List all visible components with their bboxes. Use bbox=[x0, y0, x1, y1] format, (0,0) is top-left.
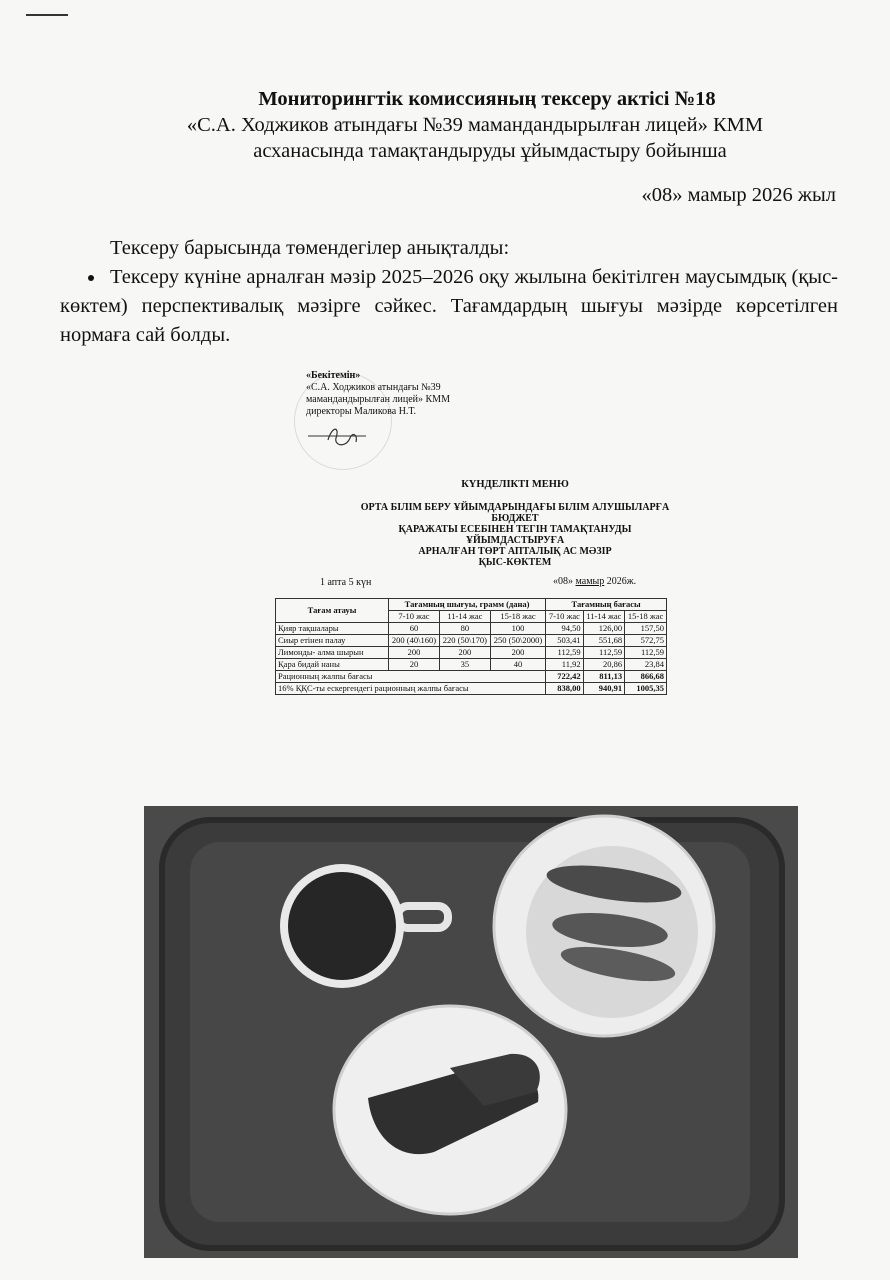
intro-paragraph: Тексеру барысында төмендегілер анықталды: bbox=[110, 237, 510, 259]
act-title bbox=[0, 86, 890, 164]
title-line-1: Мониторингтік комиссияның тексеру актісі №18 bbox=[258, 88, 716, 110]
age-header: 7-10 жас bbox=[546, 611, 583, 623]
cost-cell: 11,92 bbox=[546, 659, 583, 671]
dish-name: Қияр тақшалары bbox=[276, 623, 389, 635]
title-line-3: асханасында тамақтандыруды ұйымдастыру бойынша bbox=[253, 140, 727, 162]
signature-mark bbox=[306, 416, 376, 456]
dish-name: Қара бидай наны bbox=[276, 659, 389, 671]
cost-cell: 503,41 bbox=[546, 635, 583, 647]
menu-date-day: «08» bbox=[553, 576, 573, 587]
cost-cell: 551,68 bbox=[583, 635, 625, 647]
grams-cell: 60 bbox=[389, 623, 440, 635]
approval-line-3: директоры Маликова Н.Т. bbox=[306, 406, 417, 417]
bullet-text: Тексеру күніне арналған мәзір 2025–2026 оқу жылына бекітілген маусымдық (қыс-көктем) перспективалық мәзірге сәйкес. Тағамдардың шығуы мәзірде көрсетілген нормаға сай болды. bbox=[60, 266, 838, 346]
bullet-paragraph bbox=[60, 263, 838, 350]
menu-title: КҮНДЕЛІКТІ МЕНЮ bbox=[461, 479, 569, 490]
age-header: 7-10 жас bbox=[389, 611, 440, 623]
grams-cell: 20 bbox=[389, 659, 440, 671]
body-text bbox=[60, 234, 838, 350]
menu-subtitle-line-1: ОРТА БІЛІМ БЕРУ ҰЙЫМДАРЫНДАҒЫ БІЛІМ АЛУШЫЛАРҒА БЮДЖЕТ bbox=[360, 502, 670, 524]
rice-plate-icon bbox=[494, 816, 714, 1036]
cost-cell: 157,50 bbox=[625, 623, 667, 635]
grams-cell: 80 bbox=[439, 623, 490, 635]
dish-name: Лимонды- алма шырын bbox=[276, 647, 389, 659]
total-label: Рационның жалпы бағасы bbox=[276, 671, 546, 683]
approval-line-1: «С.А. Ходжиков атындағы №39 bbox=[306, 382, 441, 393]
age-header: 11-14 жас bbox=[439, 611, 490, 623]
vat-total-cell: 1005,35 bbox=[625, 683, 667, 695]
col-dish-name: Тағам атауы bbox=[276, 599, 389, 623]
menu-subtitle bbox=[360, 502, 670, 568]
col-cost: Тағамның бағасы bbox=[546, 599, 667, 611]
cost-cell: 23,84 bbox=[625, 659, 667, 671]
total-row bbox=[276, 671, 667, 683]
menu-date-year: 2026ж. bbox=[606, 576, 637, 587]
menu-subtitle-line-4: ҚЫС-КӨКТЕМ bbox=[478, 557, 552, 568]
grams-cell: 200 (40\160) bbox=[389, 635, 440, 647]
col-output: Тағамның шығуы, грамм (дана) bbox=[389, 599, 546, 611]
menu-date-month: мамыр bbox=[575, 576, 605, 587]
cost-cell: 20,86 bbox=[583, 659, 625, 671]
table-row bbox=[276, 659, 667, 671]
dish-name: Сиыр етінен палау bbox=[276, 635, 389, 647]
table-row bbox=[276, 623, 667, 635]
vat-total-label: 16% ҚҚС-ты ескергендегі рационның жалпы бағасы bbox=[276, 683, 546, 695]
meal-photo bbox=[144, 806, 798, 1258]
total-cell: 811,13 bbox=[583, 671, 625, 683]
menu-table bbox=[275, 598, 667, 695]
approval-block bbox=[306, 370, 450, 418]
menu-subtitle-line-2: ҚАРАЖАТЫ ЕСЕБІНЕН ТЕГІН ТАМАҚТАНУДЫ ҰЙЫМДАСТЫРУҒА bbox=[398, 524, 632, 546]
bread-plate-icon bbox=[334, 1006, 566, 1214]
act-date: «08» мамыр 2026 жыл bbox=[641, 184, 836, 206]
grams-cell: 200 bbox=[389, 647, 440, 659]
grams-cell: 220 (50\170) bbox=[439, 635, 490, 647]
title-line-2: «С.А. Ходжиков атындағы №39 мамандандырылған лицей» КММ bbox=[186, 114, 764, 136]
vat-total-row bbox=[276, 683, 667, 695]
age-header: 11-14 жас bbox=[583, 611, 625, 623]
menu-week: 1 апта 5 күн bbox=[320, 577, 372, 588]
cost-cell: 126,00 bbox=[583, 623, 625, 635]
age-header: 15-18 жас bbox=[625, 611, 667, 623]
menu-date bbox=[553, 576, 636, 587]
total-cell: 866,68 bbox=[625, 671, 667, 683]
table-row bbox=[276, 647, 667, 659]
grams-cell: 200 bbox=[439, 647, 490, 659]
age-header: 15-18 жас bbox=[490, 611, 545, 623]
grams-cell: 200 bbox=[490, 647, 545, 659]
grams-cell: 250 (50\2000) bbox=[490, 635, 545, 647]
meal-tray-image bbox=[144, 806, 798, 1258]
cost-cell: 572,75 bbox=[625, 635, 667, 647]
vat-total-cell: 838,00 bbox=[546, 683, 583, 695]
total-cell: 722,42 bbox=[546, 671, 583, 683]
cost-cell: 112,59 bbox=[583, 647, 625, 659]
grams-cell: 35 bbox=[439, 659, 490, 671]
approval-label: «Бекітемін» bbox=[306, 370, 361, 381]
table-row bbox=[276, 635, 667, 647]
corner-mark bbox=[26, 14, 68, 16]
grams-cell: 100 bbox=[490, 623, 545, 635]
approval-line-2: мамандандырылған лицей» КММ bbox=[306, 394, 450, 405]
vat-total-cell: 940,91 bbox=[583, 683, 625, 695]
cost-cell: 94,50 bbox=[546, 623, 583, 635]
bullet-dot-icon bbox=[88, 275, 94, 281]
cost-cell: 112,59 bbox=[546, 647, 583, 659]
menu-subtitle-line-3: АРНАЛҒАН ТӨРТ АПТАЛЫҚ АС МӘЗІР bbox=[418, 546, 612, 557]
cost-cell: 112,59 bbox=[625, 647, 667, 659]
grams-cell: 40 bbox=[490, 659, 545, 671]
